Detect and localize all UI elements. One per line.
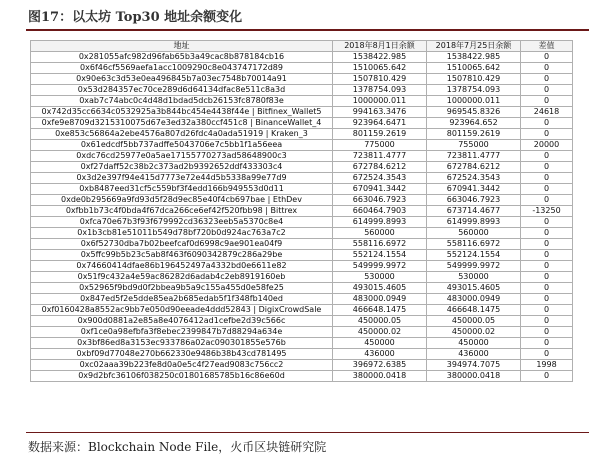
table-row xyxy=(31,184,573,195)
table-row xyxy=(31,272,573,283)
cell-difference: 0 xyxy=(521,173,573,184)
title-divider xyxy=(26,29,589,31)
header-difference: 差值 xyxy=(521,41,573,52)
cell-difference: -13250 xyxy=(521,206,573,217)
cell-balance-jul25: 672524.3543 xyxy=(427,173,521,184)
cell-balance-jul25: 670941.3442 xyxy=(427,184,521,195)
cell-difference: 0 xyxy=(521,162,573,173)
cell-difference: 0 xyxy=(521,96,573,107)
header-balance-aug1: 2018年8月1日余额 xyxy=(333,41,427,52)
cell-balance-aug1: 530000 xyxy=(333,272,427,283)
cell-balance-aug1: 1000000.011 xyxy=(333,96,427,107)
cell-address: 0xe853c56864a2ebe4576a807d26fdc4a0ada51919 | Kraken_3 xyxy=(31,129,333,140)
table-row xyxy=(31,294,573,305)
table-row xyxy=(31,217,573,228)
cell-balance-aug1: 801159.2619 xyxy=(333,129,427,140)
table-row xyxy=(31,349,573,360)
cell-address: 0xab7c74abc0c4d48d1bdad5dcb26153fc8780f83e xyxy=(31,96,333,107)
cell-balance-aug1: 923964.6471 xyxy=(333,118,427,129)
bottom-divider xyxy=(26,432,589,433)
cell-address: 0x53d284357ec70ce289d6d64134dfac8e511c8a3d xyxy=(31,85,333,96)
cell-balance-jul25: 394974.7075 xyxy=(427,360,521,371)
cell-address: 0xb8487eed31cf5c559bf3f4edd166b949553d0d11 xyxy=(31,184,333,195)
cell-balance-aug1: 493015.4605 xyxy=(333,283,427,294)
cell-difference: 0 xyxy=(521,349,573,360)
table-row xyxy=(31,338,573,349)
cell-balance-jul25: 483000.0949 xyxy=(427,294,521,305)
cell-difference: 0 xyxy=(521,74,573,85)
cell-address: 0x3bf86ed8a3153ec933786a02ac090301855e576b xyxy=(31,338,333,349)
table-row xyxy=(31,283,573,294)
table-row xyxy=(31,74,573,85)
cell-balance-aug1: 672524.3543 xyxy=(333,173,427,184)
cell-difference: 0 xyxy=(521,151,573,162)
cell-address: 0xf0160428a8552ac9bb7e050d90eeade4ddd52843 | DigixCrowdSale xyxy=(31,305,333,316)
cell-address: 0x52965f9bd9d0f2bbea9b5a9c155a455d0e58fe25 xyxy=(31,283,333,294)
table-row xyxy=(31,239,573,250)
cell-difference: 0 xyxy=(521,129,573,140)
cell-balance-jul25: 450000.02 xyxy=(427,327,521,338)
table-row xyxy=(31,228,573,239)
cell-balance-jul25: 380000.0418 xyxy=(427,371,521,382)
cell-balance-aug1: 994163.3476 xyxy=(333,107,427,118)
cell-difference: 0 xyxy=(521,52,573,63)
cell-balance-aug1: 1538422.985 xyxy=(333,52,427,63)
cell-address: 0xc02aaa39b223fe8d0a0e5c4f27ead9083c756cc2 xyxy=(31,360,333,371)
cell-balance-jul25: 552124.1554 xyxy=(427,250,521,261)
cell-address: 0x900d0881a2e85a8e4076412ad1cefbe2d39c566c xyxy=(31,316,333,327)
cell-difference: 0 xyxy=(521,272,573,283)
header-balance-jul25: 2018年7月25日余额 xyxy=(427,41,521,52)
data-source: 数据来源：Blockchain Node File，火币区块链研究院 xyxy=(28,440,327,454)
cell-balance-aug1: 670941.3442 xyxy=(333,184,427,195)
cell-address: 0x5ffc99b5b23c5ab8f463f6090342879c286a29be xyxy=(31,250,333,261)
cell-balance-aug1: 466648.1475 xyxy=(333,305,427,316)
cell-difference: 0 xyxy=(521,371,573,382)
cell-balance-jul25: 801159.2619 xyxy=(427,129,521,140)
cell-difference: 0 xyxy=(521,85,573,96)
cell-difference: 0 xyxy=(521,195,573,206)
table-row xyxy=(31,63,573,74)
cell-balance-aug1: 558116.6972 xyxy=(333,239,427,250)
address-balance-table xyxy=(30,40,573,382)
table-row xyxy=(31,327,573,338)
cell-address: 0x742d35cc6634c0532925a3b844bc454e4438f44e | Bitfinex_Wallet5 xyxy=(31,107,333,118)
cell-balance-jul25: 558116.6972 xyxy=(427,239,521,250)
table-row xyxy=(31,118,573,129)
cell-balance-jul25: 969545.8326 xyxy=(427,107,521,118)
cell-balance-jul25: 493015.4605 xyxy=(427,283,521,294)
cell-address: 0xf27daff52c38b2c373ad2b9392652ddf433303c4 xyxy=(31,162,333,173)
cell-address: 0xfe9e8709d3215310075d67e3ed32a380ccf451c8 | BinanceWallet_4 xyxy=(31,118,333,129)
cell-balance-aug1: 672784.6212 xyxy=(333,162,427,173)
cell-balance-jul25: 549999.9972 xyxy=(427,261,521,272)
cell-address: 0xfbb1b73c4f0bda4f67dca266ce6ef42f520fbb98 | Bittrex xyxy=(31,206,333,217)
table-row xyxy=(31,140,573,151)
cell-balance-aug1: 450000.02 xyxy=(333,327,427,338)
cell-balance-aug1: 775000 xyxy=(333,140,427,151)
cell-difference: 0 xyxy=(521,261,573,272)
cell-balance-jul25: 450000.05 xyxy=(427,316,521,327)
cell-balance-aug1: 483000.0949 xyxy=(333,294,427,305)
cell-balance-aug1: 614999.8993 xyxy=(333,217,427,228)
cell-balance-aug1: 396972.6385 xyxy=(333,360,427,371)
cell-balance-aug1: 450000.05 xyxy=(333,316,427,327)
cell-balance-aug1: 1510065.642 xyxy=(333,63,427,74)
cell-balance-aug1: 560000 xyxy=(333,228,427,239)
cell-balance-aug1: 552124.1554 xyxy=(333,250,427,261)
cell-balance-jul25: 1538422.985 xyxy=(427,52,521,63)
table-row xyxy=(31,129,573,140)
cell-difference: 0 xyxy=(521,327,573,338)
cell-balance-jul25: 1000000.011 xyxy=(427,96,521,107)
table-row xyxy=(31,107,573,118)
cell-balance-jul25: 1378754.093 xyxy=(427,85,521,96)
cell-address: 0x51f9c432a4e59ac86282d6adab4c2eb8919160eb xyxy=(31,272,333,283)
cell-difference: 0 xyxy=(521,316,573,327)
cell-balance-aug1: 380000.0418 xyxy=(333,371,427,382)
cell-difference: 1998 xyxy=(521,360,573,371)
cell-balance-jul25: 1510065.642 xyxy=(427,63,521,74)
cell-address: 0xfca70e67b3f93f679992cd36323eeb5a5370c8e4 xyxy=(31,217,333,228)
cell-difference: 0 xyxy=(521,228,573,239)
cell-address: 0xdc76cd25977e0a5ae17155770273ad58648900c3 xyxy=(31,151,333,162)
table-row xyxy=(31,96,573,107)
cell-balance-aug1: 663046.7923 xyxy=(333,195,427,206)
cell-balance-aug1: 436000 xyxy=(333,349,427,360)
cell-difference: 24618 xyxy=(521,107,573,118)
table-row xyxy=(31,195,573,206)
cell-address: 0x6f46cf5569aefa1acc1009290c8e043747172d89 xyxy=(31,63,333,74)
table-row xyxy=(31,162,573,173)
cell-balance-jul25: 923964.652 xyxy=(427,118,521,129)
cell-balance-aug1: 660464.7903 xyxy=(333,206,427,217)
cell-balance-jul25: 530000 xyxy=(427,272,521,283)
cell-balance-jul25: 614999.8993 xyxy=(427,217,521,228)
cell-balance-jul25: 560000 xyxy=(427,228,521,239)
cell-balance-jul25: 450000 xyxy=(427,338,521,349)
figure-title: 图17：以太坊 Top30 地址余额变化 xyxy=(28,10,243,25)
cell-balance-aug1: 1507810.429 xyxy=(333,74,427,85)
table-row xyxy=(31,305,573,316)
cell-difference: 0 xyxy=(521,305,573,316)
cell-difference: 0 xyxy=(521,294,573,305)
cell-difference: 0 xyxy=(521,338,573,349)
cell-difference: 0 xyxy=(521,118,573,129)
cell-difference: 0 xyxy=(521,184,573,195)
cell-difference: 0 xyxy=(521,283,573,294)
cell-address: 0x847ed5f2e5dde85ea2b685edab5f1f348fb140ed xyxy=(31,294,333,305)
table-header-row xyxy=(31,41,573,52)
cell-address: 0x9d2bfc36106f038250c01801685785b16c86e60d xyxy=(31,371,333,382)
cell-address: 0xf1ce0a98efbfa3f8ebec2399847b7d88294a634e xyxy=(31,327,333,338)
cell-address: 0x74660414dfae86b196452497a4332bd0e6611e82 xyxy=(31,261,333,272)
cell-difference: 0 xyxy=(521,217,573,228)
cell-address: 0x281055afc982d96fab65b3a49cac8b878184cb16 xyxy=(31,52,333,63)
table-row xyxy=(31,261,573,272)
cell-balance-aug1: 549999.9972 xyxy=(333,261,427,272)
table-row xyxy=(31,173,573,184)
cell-balance-aug1: 1378754.093 xyxy=(333,85,427,96)
header-address: 地址 xyxy=(31,41,333,52)
cell-difference: 20000 xyxy=(521,140,573,151)
table-row xyxy=(31,85,573,96)
cell-balance-jul25: 673714.4677 xyxy=(427,206,521,217)
cell-balance-jul25: 672784.6212 xyxy=(427,162,521,173)
table-row xyxy=(31,371,573,382)
cell-balance-jul25: 436000 xyxy=(427,349,521,360)
table-row xyxy=(31,250,573,261)
cell-address: 0xbf09d77048e270b662330e9486b38b43cd781495 xyxy=(31,349,333,360)
table-row xyxy=(31,206,573,217)
cell-address: 0x3d2e397f94e415d7773e72e44d5b5338a99e77d9 xyxy=(31,173,333,184)
cell-address: 0x90e63c3d53e0ea496845b7a03ec7548b70014a91 xyxy=(31,74,333,85)
cell-balance-jul25: 723811.4777 xyxy=(427,151,521,162)
cell-balance-aug1: 450000 xyxy=(333,338,427,349)
cell-address: 0x6f52730dba7b02beefcaf0d6998c9ae901ea04f9 xyxy=(31,239,333,250)
table-row xyxy=(31,360,573,371)
cell-difference: 0 xyxy=(521,250,573,261)
cell-difference: 0 xyxy=(521,63,573,74)
cell-balance-jul25: 466648.1475 xyxy=(427,305,521,316)
cell-difference: 0 xyxy=(521,239,573,250)
cell-address: 0x61edcdf5bb737adffe5043706e7c5bb1f1a56eea xyxy=(31,140,333,151)
cell-address: 0x1b3cb81e51011b549d78bf720b0d924ac763a7c2 xyxy=(31,228,333,239)
cell-balance-jul25: 755000 xyxy=(427,140,521,151)
cell-address: 0xde0b295669a9fd93d5f28d9ec85e40f4cb697bae | EthDev xyxy=(31,195,333,206)
table-row xyxy=(31,52,573,63)
cell-balance-aug1: 723811.4777 xyxy=(333,151,427,162)
table-row xyxy=(31,151,573,162)
cell-balance-jul25: 663046.7923 xyxy=(427,195,521,206)
table-row xyxy=(31,316,573,327)
cell-balance-jul25: 1507810.429 xyxy=(427,74,521,85)
